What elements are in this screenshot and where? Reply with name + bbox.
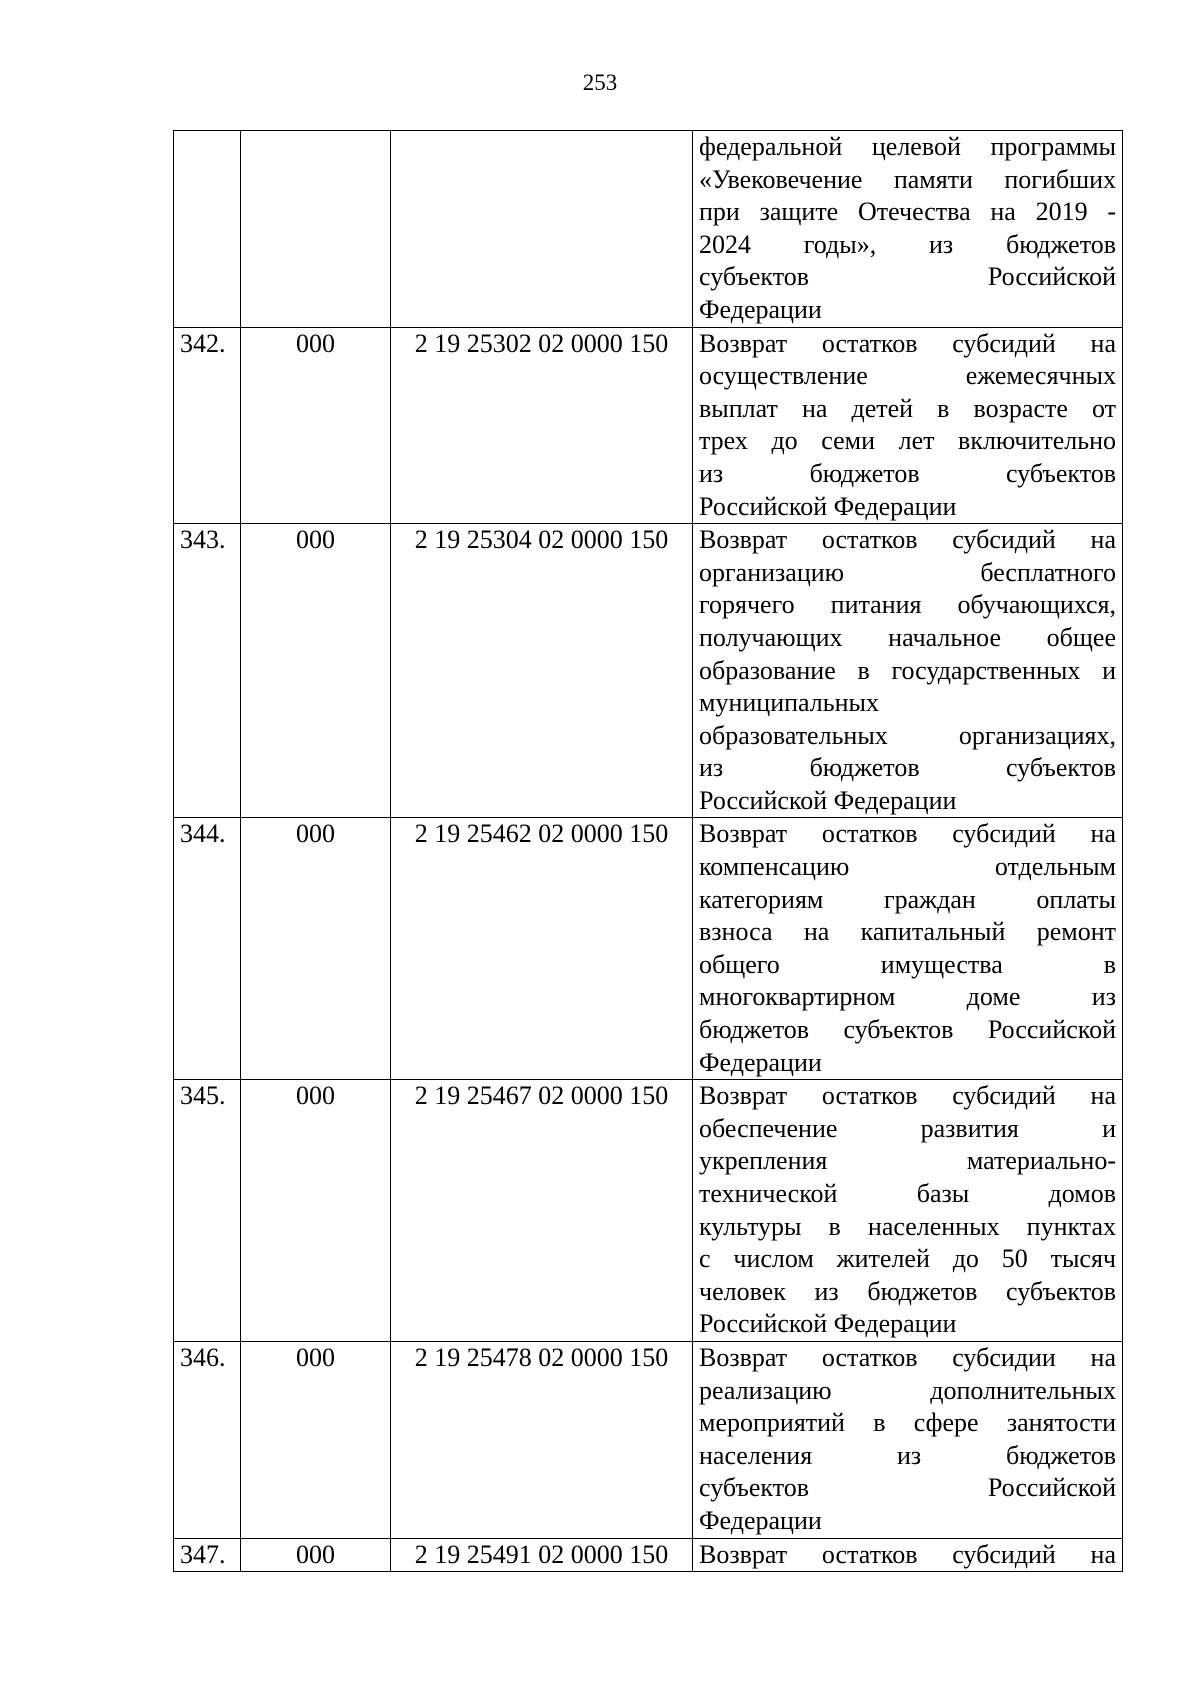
table-row [174,1538,1123,1572]
description-cell [693,1080,1123,1342]
budget-codes-table [173,130,1123,1572]
budget-classification-code-cell: 2 19 25491 02 0000 150 [391,1538,693,1572]
description-line: субъектов Российской [699,262,1116,292]
description-line: образование в государственных и [699,655,1116,685]
description-line: с числом жителей до 50 тысяч [699,1244,1116,1274]
administrator-code-cell: 000 [241,524,391,818]
description-line: взноса на капитальный ремонт [699,917,1116,947]
description-line: человек из бюджетов субъектов [699,1276,1116,1306]
description-line: Возврат остатков субсидий на [699,1081,1116,1111]
description-line: реализацию дополнительных [699,1375,1116,1405]
description-line: Российской Федерации [699,491,957,521]
administrator-code-cell [241,131,391,328]
description-line: компенсацию отдельным [699,852,1116,882]
administrator-code-cell: 000 [241,1080,391,1342]
budget-classification-code-cell: 2 19 25462 02 0000 150 [391,818,693,1080]
description-line: из бюджетов субъектов [699,753,1116,783]
description-line: Возврат остатков субсидий на [699,819,1116,849]
description-cell [693,131,1123,328]
description-line: Возврат остатков субсидий на [699,328,1116,358]
description-line: при защите Отечества на 2019 - [699,197,1116,227]
description-line: Возврат остатков субсидий на [699,1539,1116,1569]
table-row [174,524,1123,818]
description-line: осуществление ежемесячных [699,361,1116,391]
description-line: бюджетов субъектов Российской [699,1015,1116,1045]
description-line: многоквартирном доме из [699,982,1116,1012]
row-number-cell: 344. [174,818,241,1080]
row-number-cell [174,131,241,328]
description-line: муниципальных [699,688,880,718]
description-cell [693,327,1123,524]
description-line: получающих начальное общее [699,622,1116,652]
description-cell [693,1341,1123,1538]
description-line: организацию бесплатного [699,557,1116,587]
table-row [174,818,1123,1080]
description-line: культуры в населенных пунктах [699,1211,1116,1241]
description-line: выплат на детей в возрасте от [699,393,1116,423]
description-cell [693,818,1123,1080]
description-line: укрепления материально- [699,1146,1116,1176]
table-body [174,131,1123,1572]
description-line: «Увековечение памяти погибших [699,164,1116,194]
budget-classification-code-cell: 2 19 25467 02 0000 150 [391,1080,693,1342]
description-cell [693,1538,1123,1572]
description-line: субъектов Российской [699,1473,1116,1503]
description-line: общего имущества в [699,949,1116,979]
description-line: из бюджетов субъектов [699,458,1116,488]
budget-classification-code-cell: 2 19 25304 02 0000 150 [391,524,693,818]
description-line: Российской Федерации [699,785,957,815]
description-line: технической базы домов [699,1179,1116,1208]
description-line: 2024 годы», из бюджетов [699,229,1116,259]
budget-classification-code-cell: 2 19 25478 02 0000 150 [391,1341,693,1538]
description-line: федеральной целевой программы [699,132,1116,161]
description-line: Российской Федерации [699,1309,957,1339]
table-row [174,1341,1123,1538]
description-line: Федерации [699,1505,822,1535]
row-number-cell: 347. [174,1538,241,1572]
administrator-code-cell: 000 [241,1538,391,1572]
description-line: образовательных организациях, [699,720,1116,750]
description-line: Федерации [699,1047,822,1077]
description-line: Возврат остатков субсидий на [699,525,1116,555]
page-number: 253 [582,70,618,95]
administrator-code-cell: 000 [241,1341,391,1538]
description-cell [693,524,1123,818]
budget-classification-code-cell [391,131,693,328]
description-line: трех до семи лет включительно [699,426,1116,456]
description-line: горячего питания обучающихся, [699,590,1116,620]
description-line: Возврат остатков субсидии на [699,1342,1116,1372]
description-line: обеспечение развития и [699,1113,1116,1143]
description-line: Федерации [699,294,822,324]
row-number-cell: 343. [174,524,241,818]
table-row [174,327,1123,524]
administrator-code-cell: 000 [241,818,391,1080]
administrator-code-cell: 000 [241,327,391,524]
description-line: мероприятий в сфере занятости [699,1408,1116,1438]
description-line: категориям граждан оплаты [699,884,1116,914]
budget-classification-code-cell: 2 19 25302 02 0000 150 [391,327,693,524]
row-number-cell: 345. [174,1080,241,1342]
row-number-cell: 342. [174,327,241,524]
table-row [174,1080,1123,1342]
table-row [174,131,1123,328]
description-line: населения из бюджетов [699,1440,1116,1470]
row-number-cell: 346. [174,1341,241,1538]
